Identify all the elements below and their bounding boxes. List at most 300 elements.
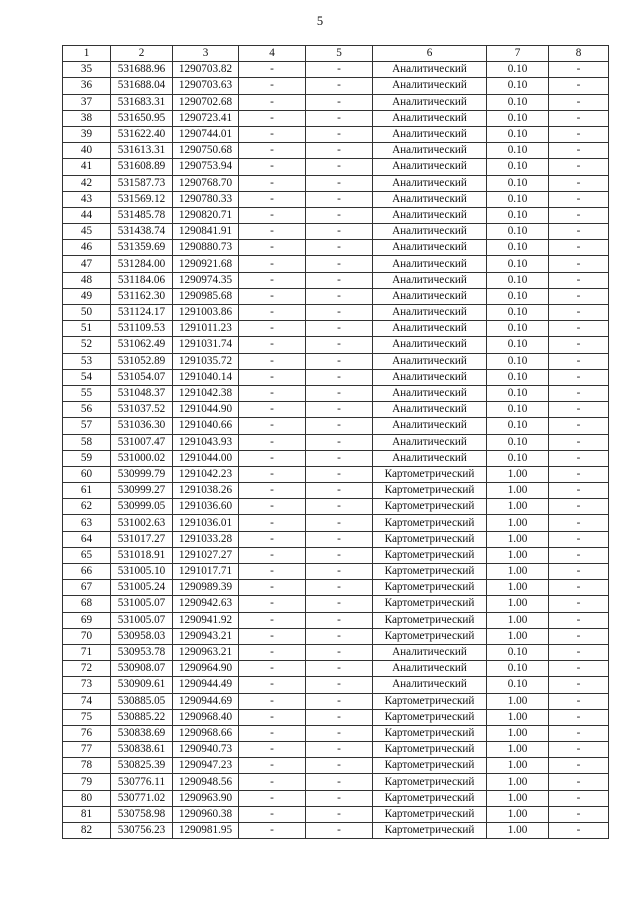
accuracy-cell: 1.00 xyxy=(487,499,549,515)
accuracy-cell: 1.00 xyxy=(487,774,549,790)
y-coordinate-cell: 1291044.90 xyxy=(173,402,239,418)
column-5-cell: - xyxy=(306,466,373,482)
column-header: 6 xyxy=(373,46,487,62)
column-5-cell: - xyxy=(306,483,373,499)
x-coordinate-cell: 530825.39 xyxy=(111,758,173,774)
accuracy-cell: 1.00 xyxy=(487,564,549,580)
point-number-cell: 42 xyxy=(63,175,111,191)
column-5-cell: - xyxy=(306,402,373,418)
table-row xyxy=(63,256,609,272)
column-4-cell: - xyxy=(239,774,306,790)
y-coordinate-cell: 1290947.23 xyxy=(173,758,239,774)
column-5-cell: - xyxy=(306,434,373,450)
point-number-cell: 71 xyxy=(63,644,111,660)
column-4-cell: - xyxy=(239,175,306,191)
method-cell: Картометрический xyxy=(373,483,487,499)
point-number-cell: 82 xyxy=(63,823,111,839)
point-number-cell: 54 xyxy=(63,369,111,385)
column-5-cell: - xyxy=(306,175,373,191)
column-4-cell: - xyxy=(239,321,306,337)
column-4-cell: - xyxy=(239,564,306,580)
column-header: 2 xyxy=(111,46,173,62)
accuracy-cell: 1.00 xyxy=(487,628,549,644)
column-8-cell: - xyxy=(549,725,609,741)
column-4-cell: - xyxy=(239,483,306,499)
x-coordinate-cell: 531688.04 xyxy=(111,78,173,94)
column-5-cell: - xyxy=(306,418,373,434)
x-coordinate-cell: 531622.40 xyxy=(111,126,173,142)
x-coordinate-cell: 530999.79 xyxy=(111,466,173,482)
method-cell: Картометрический xyxy=(373,790,487,806)
point-number-cell: 67 xyxy=(63,580,111,596)
column-8-cell: - xyxy=(549,612,609,628)
table-row xyxy=(63,191,609,207)
column-5-cell: - xyxy=(306,62,373,78)
point-number-cell: 76 xyxy=(63,725,111,741)
table-row xyxy=(63,94,609,110)
point-number-cell: 75 xyxy=(63,709,111,725)
y-coordinate-cell: 1291027.27 xyxy=(173,547,239,563)
accuracy-cell: 1.00 xyxy=(487,806,549,822)
column-4-cell: - xyxy=(239,628,306,644)
accuracy-cell: 1.00 xyxy=(487,547,549,563)
column-4-cell: - xyxy=(239,240,306,256)
method-cell: Аналитический xyxy=(373,644,487,660)
point-number-cell: 69 xyxy=(63,612,111,628)
accuracy-cell: 1.00 xyxy=(487,790,549,806)
column-8-cell: - xyxy=(549,547,609,563)
point-number-cell: 51 xyxy=(63,321,111,337)
table-body xyxy=(63,62,609,839)
column-5-cell: - xyxy=(306,823,373,839)
method-cell: Картометрический xyxy=(373,564,487,580)
table-row xyxy=(63,418,609,434)
point-number-cell: 63 xyxy=(63,515,111,531)
table-row xyxy=(63,353,609,369)
column-8-cell: - xyxy=(549,337,609,353)
column-8-cell: - xyxy=(549,774,609,790)
point-number-cell: 72 xyxy=(63,661,111,677)
column-header: 7 xyxy=(487,46,549,62)
column-header: 3 xyxy=(173,46,239,62)
point-number-cell: 70 xyxy=(63,628,111,644)
column-4-cell: - xyxy=(239,547,306,563)
x-coordinate-cell: 531688.96 xyxy=(111,62,173,78)
table-header-row xyxy=(63,46,609,62)
column-4-cell: - xyxy=(239,353,306,369)
accuracy-cell: 0.10 xyxy=(487,224,549,240)
x-coordinate-cell: 530958.03 xyxy=(111,628,173,644)
method-cell: Аналитический xyxy=(373,418,487,434)
column-8-cell: - xyxy=(549,564,609,580)
accuracy-cell: 0.10 xyxy=(487,256,549,272)
column-8-cell: - xyxy=(549,385,609,401)
column-4-cell: - xyxy=(239,758,306,774)
column-4-cell: - xyxy=(239,612,306,628)
x-coordinate-cell: 531017.27 xyxy=(111,531,173,547)
y-coordinate-cell: 1290963.90 xyxy=(173,790,239,806)
point-number-cell: 37 xyxy=(63,94,111,110)
accuracy-cell: 0.10 xyxy=(487,207,549,223)
x-coordinate-cell: 531359.69 xyxy=(111,240,173,256)
accuracy-cell: 0.10 xyxy=(487,305,549,321)
column-4-cell: - xyxy=(239,806,306,822)
column-4-cell: - xyxy=(239,78,306,94)
point-number-cell: 79 xyxy=(63,774,111,790)
accuracy-cell: 0.10 xyxy=(487,126,549,142)
table-row xyxy=(63,774,609,790)
column-5-cell: - xyxy=(306,709,373,725)
accuracy-cell: 1.00 xyxy=(487,709,549,725)
table-row xyxy=(63,321,609,337)
column-8-cell: - xyxy=(549,709,609,725)
method-cell: Аналитический xyxy=(373,677,487,693)
column-5-cell: - xyxy=(306,790,373,806)
x-coordinate-cell: 531005.07 xyxy=(111,596,173,612)
accuracy-cell: 1.00 xyxy=(487,758,549,774)
table-row xyxy=(63,207,609,223)
method-cell: Картометрический xyxy=(373,531,487,547)
column-4-cell: - xyxy=(239,661,306,677)
table-row xyxy=(63,580,609,596)
point-number-cell: 38 xyxy=(63,110,111,126)
x-coordinate-cell: 531005.10 xyxy=(111,564,173,580)
accuracy-cell: 0.10 xyxy=(487,385,549,401)
method-cell: Аналитический xyxy=(373,256,487,272)
point-number-cell: 40 xyxy=(63,143,111,159)
x-coordinate-cell: 531062.49 xyxy=(111,337,173,353)
x-coordinate-cell: 530838.69 xyxy=(111,725,173,741)
accuracy-cell: 0.10 xyxy=(487,321,549,337)
method-cell: Картометрический xyxy=(373,758,487,774)
column-header: 5 xyxy=(306,46,373,62)
column-header: 4 xyxy=(239,46,306,62)
x-coordinate-cell: 531052.89 xyxy=(111,353,173,369)
y-coordinate-cell: 1291033.28 xyxy=(173,531,239,547)
x-coordinate-cell: 531613.31 xyxy=(111,143,173,159)
accuracy-cell: 0.10 xyxy=(487,110,549,126)
method-cell: Аналитический xyxy=(373,78,487,94)
column-4-cell: - xyxy=(239,385,306,401)
table-row xyxy=(63,709,609,725)
column-header: 1 xyxy=(63,46,111,62)
point-number-cell: 48 xyxy=(63,272,111,288)
x-coordinate-cell: 531002.63 xyxy=(111,515,173,531)
y-coordinate-cell: 1290942.63 xyxy=(173,596,239,612)
table-row xyxy=(63,515,609,531)
table-row xyxy=(63,499,609,515)
y-coordinate-cell: 1290968.66 xyxy=(173,725,239,741)
column-5-cell: - xyxy=(306,677,373,693)
x-coordinate-cell: 531284.00 xyxy=(111,256,173,272)
column-4-cell: - xyxy=(239,224,306,240)
column-8-cell: - xyxy=(549,596,609,612)
y-coordinate-cell: 1291031.74 xyxy=(173,337,239,353)
method-cell: Аналитический xyxy=(373,402,487,418)
column-5-cell: - xyxy=(306,596,373,612)
accuracy-cell: 0.10 xyxy=(487,78,549,94)
table-row xyxy=(63,483,609,499)
accuracy-cell: 0.10 xyxy=(487,450,549,466)
table-row xyxy=(63,806,609,822)
y-coordinate-cell: 1291036.60 xyxy=(173,499,239,515)
table-row xyxy=(63,677,609,693)
y-coordinate-cell: 1290948.56 xyxy=(173,774,239,790)
column-5-cell: - xyxy=(306,369,373,385)
x-coordinate-cell: 530838.61 xyxy=(111,742,173,758)
column-4-cell: - xyxy=(239,288,306,304)
method-cell: Картометрический xyxy=(373,515,487,531)
column-4-cell: - xyxy=(239,191,306,207)
point-number-cell: 36 xyxy=(63,78,111,94)
point-number-cell: 66 xyxy=(63,564,111,580)
column-8-cell: - xyxy=(549,207,609,223)
x-coordinate-cell: 530953.78 xyxy=(111,644,173,660)
point-number-cell: 50 xyxy=(63,305,111,321)
column-4-cell: - xyxy=(239,725,306,741)
accuracy-cell: 0.10 xyxy=(487,175,549,191)
column-8-cell: - xyxy=(549,305,609,321)
column-5-cell: - xyxy=(306,531,373,547)
table-row xyxy=(63,644,609,660)
table-row xyxy=(63,547,609,563)
column-8-cell: - xyxy=(549,78,609,94)
x-coordinate-cell: 531650.95 xyxy=(111,110,173,126)
column-8-cell: - xyxy=(549,580,609,596)
column-5-cell: - xyxy=(306,580,373,596)
column-5-cell: - xyxy=(306,191,373,207)
accuracy-cell: 0.10 xyxy=(487,434,549,450)
table-row xyxy=(63,790,609,806)
column-4-cell: - xyxy=(239,62,306,78)
method-cell: Картометрический xyxy=(373,499,487,515)
x-coordinate-cell: 531054.07 xyxy=(111,369,173,385)
point-number-cell: 77 xyxy=(63,742,111,758)
point-number-cell: 58 xyxy=(63,434,111,450)
point-number-cell: 73 xyxy=(63,677,111,693)
method-cell: Аналитический xyxy=(373,385,487,401)
y-coordinate-cell: 1290841.91 xyxy=(173,224,239,240)
accuracy-cell: 1.00 xyxy=(487,725,549,741)
y-coordinate-cell: 1291042.23 xyxy=(173,466,239,482)
accuracy-cell: 1.00 xyxy=(487,693,549,709)
table-row xyxy=(63,450,609,466)
column-4-cell: - xyxy=(239,126,306,142)
point-number-cell: 60 xyxy=(63,466,111,482)
x-coordinate-cell: 531485.78 xyxy=(111,207,173,223)
column-4-cell: - xyxy=(239,207,306,223)
y-coordinate-cell: 1290703.63 xyxy=(173,78,239,94)
column-8-cell: - xyxy=(549,159,609,175)
y-coordinate-cell: 1291038.26 xyxy=(173,483,239,499)
accuracy-cell: 0.10 xyxy=(487,677,549,693)
method-cell: Аналитический xyxy=(373,143,487,159)
x-coordinate-cell: 531608.89 xyxy=(111,159,173,175)
y-coordinate-cell: 1290780.33 xyxy=(173,191,239,207)
table-row xyxy=(63,288,609,304)
x-coordinate-cell: 530885.05 xyxy=(111,693,173,709)
table-row xyxy=(63,823,609,839)
column-8-cell: - xyxy=(549,466,609,482)
y-coordinate-cell: 1291040.66 xyxy=(173,418,239,434)
y-coordinate-cell: 1290974.35 xyxy=(173,272,239,288)
column-4-cell: - xyxy=(239,596,306,612)
point-number-cell: 74 xyxy=(63,693,111,709)
accuracy-cell: 0.10 xyxy=(487,272,549,288)
column-4-cell: - xyxy=(239,450,306,466)
method-cell: Аналитический xyxy=(373,353,487,369)
column-4-cell: - xyxy=(239,677,306,693)
column-8-cell: - xyxy=(549,790,609,806)
y-coordinate-cell: 1291035.72 xyxy=(173,353,239,369)
y-coordinate-cell: 1291003.86 xyxy=(173,305,239,321)
column-4-cell: - xyxy=(239,337,306,353)
accuracy-cell: 1.00 xyxy=(487,531,549,547)
point-number-cell: 57 xyxy=(63,418,111,434)
table-row xyxy=(63,725,609,741)
point-number-cell: 52 xyxy=(63,337,111,353)
column-5-cell: - xyxy=(306,725,373,741)
point-number-cell: 41 xyxy=(63,159,111,175)
y-coordinate-cell: 1290921.68 xyxy=(173,256,239,272)
column-5-cell: - xyxy=(306,806,373,822)
column-8-cell: - xyxy=(549,256,609,272)
table-row xyxy=(63,531,609,547)
column-8-cell: - xyxy=(549,62,609,78)
column-5-cell: - xyxy=(306,110,373,126)
column-5-cell: - xyxy=(306,272,373,288)
table-row xyxy=(63,143,609,159)
column-4-cell: - xyxy=(239,693,306,709)
column-5-cell: - xyxy=(306,499,373,515)
table-row xyxy=(63,564,609,580)
column-8-cell: - xyxy=(549,353,609,369)
table-row xyxy=(63,369,609,385)
point-number-cell: 45 xyxy=(63,224,111,240)
table-row xyxy=(63,596,609,612)
x-coordinate-cell: 531005.07 xyxy=(111,612,173,628)
y-coordinate-cell: 1290702.68 xyxy=(173,94,239,110)
accuracy-cell: 0.10 xyxy=(487,159,549,175)
point-number-cell: 39 xyxy=(63,126,111,142)
column-5-cell: - xyxy=(306,143,373,159)
method-cell: Картометрический xyxy=(373,725,487,741)
column-5-cell: - xyxy=(306,240,373,256)
column-4-cell: - xyxy=(239,143,306,159)
column-4-cell: - xyxy=(239,531,306,547)
y-coordinate-cell: 1290703.82 xyxy=(173,62,239,78)
x-coordinate-cell: 530756.23 xyxy=(111,823,173,839)
y-coordinate-cell: 1290753.94 xyxy=(173,159,239,175)
column-8-cell: - xyxy=(549,94,609,110)
point-number-cell: 53 xyxy=(63,353,111,369)
point-number-cell: 68 xyxy=(63,596,111,612)
column-8-cell: - xyxy=(549,806,609,822)
method-cell: Аналитический xyxy=(373,126,487,142)
column-5-cell: - xyxy=(306,256,373,272)
accuracy-cell: 0.10 xyxy=(487,94,549,110)
column-4-cell: - xyxy=(239,402,306,418)
table-row xyxy=(63,337,609,353)
column-8-cell: - xyxy=(549,191,609,207)
point-number-cell: 46 xyxy=(63,240,111,256)
column-4-cell: - xyxy=(239,466,306,482)
y-coordinate-cell: 1290880.73 xyxy=(173,240,239,256)
y-coordinate-cell: 1291040.14 xyxy=(173,369,239,385)
table-row xyxy=(63,62,609,78)
method-cell: Картометрический xyxy=(373,466,487,482)
x-coordinate-cell: 531048.37 xyxy=(111,385,173,401)
method-cell: Картометрический xyxy=(373,612,487,628)
column-8-cell: - xyxy=(549,272,609,288)
column-8-cell: - xyxy=(549,693,609,709)
table-row xyxy=(63,272,609,288)
column-5-cell: - xyxy=(306,288,373,304)
column-4-cell: - xyxy=(239,580,306,596)
x-coordinate-cell: 531587.73 xyxy=(111,175,173,191)
table-row xyxy=(63,402,609,418)
table-row xyxy=(63,78,609,94)
accuracy-cell: 0.10 xyxy=(487,402,549,418)
column-8-cell: - xyxy=(549,483,609,499)
point-number-cell: 44 xyxy=(63,207,111,223)
point-number-cell: 64 xyxy=(63,531,111,547)
column-8-cell: - xyxy=(549,758,609,774)
column-5-cell: - xyxy=(306,450,373,466)
column-5-cell: - xyxy=(306,742,373,758)
column-8-cell: - xyxy=(549,823,609,839)
y-coordinate-cell: 1290820.71 xyxy=(173,207,239,223)
point-number-cell: 49 xyxy=(63,288,111,304)
method-cell: Картометрический xyxy=(373,547,487,563)
y-coordinate-cell: 1291036.01 xyxy=(173,515,239,531)
accuracy-cell: 1.00 xyxy=(487,823,549,839)
column-5-cell: - xyxy=(306,628,373,644)
accuracy-cell: 0.10 xyxy=(487,288,549,304)
table-row xyxy=(63,758,609,774)
column-4-cell: - xyxy=(239,256,306,272)
point-number-cell: 61 xyxy=(63,483,111,499)
x-coordinate-cell: 530771.02 xyxy=(111,790,173,806)
table-row xyxy=(63,240,609,256)
point-number-cell: 55 xyxy=(63,385,111,401)
column-8-cell: - xyxy=(549,288,609,304)
method-cell: Аналитический xyxy=(373,337,487,353)
column-4-cell: - xyxy=(239,110,306,126)
point-number-cell: 80 xyxy=(63,790,111,806)
column-8-cell: - xyxy=(549,321,609,337)
accuracy-cell: 0.10 xyxy=(487,418,549,434)
y-coordinate-cell: 1291011.23 xyxy=(173,321,239,337)
point-number-cell: 78 xyxy=(63,758,111,774)
y-coordinate-cell: 1290968.40 xyxy=(173,709,239,725)
accuracy-cell: 0.10 xyxy=(487,661,549,677)
column-8-cell: - xyxy=(549,677,609,693)
column-4-cell: - xyxy=(239,644,306,660)
table-row xyxy=(63,612,609,628)
column-4-cell: - xyxy=(239,823,306,839)
x-coordinate-cell: 531162.30 xyxy=(111,288,173,304)
table-row xyxy=(63,693,609,709)
point-number-cell: 56 xyxy=(63,402,111,418)
column-5-cell: - xyxy=(306,564,373,580)
accuracy-cell: 1.00 xyxy=(487,580,549,596)
y-coordinate-cell: 1290989.39 xyxy=(173,580,239,596)
y-coordinate-cell: 1290940.73 xyxy=(173,742,239,758)
x-coordinate-cell: 531683.31 xyxy=(111,94,173,110)
point-number-cell: 43 xyxy=(63,191,111,207)
method-cell: Аналитический xyxy=(373,110,487,126)
